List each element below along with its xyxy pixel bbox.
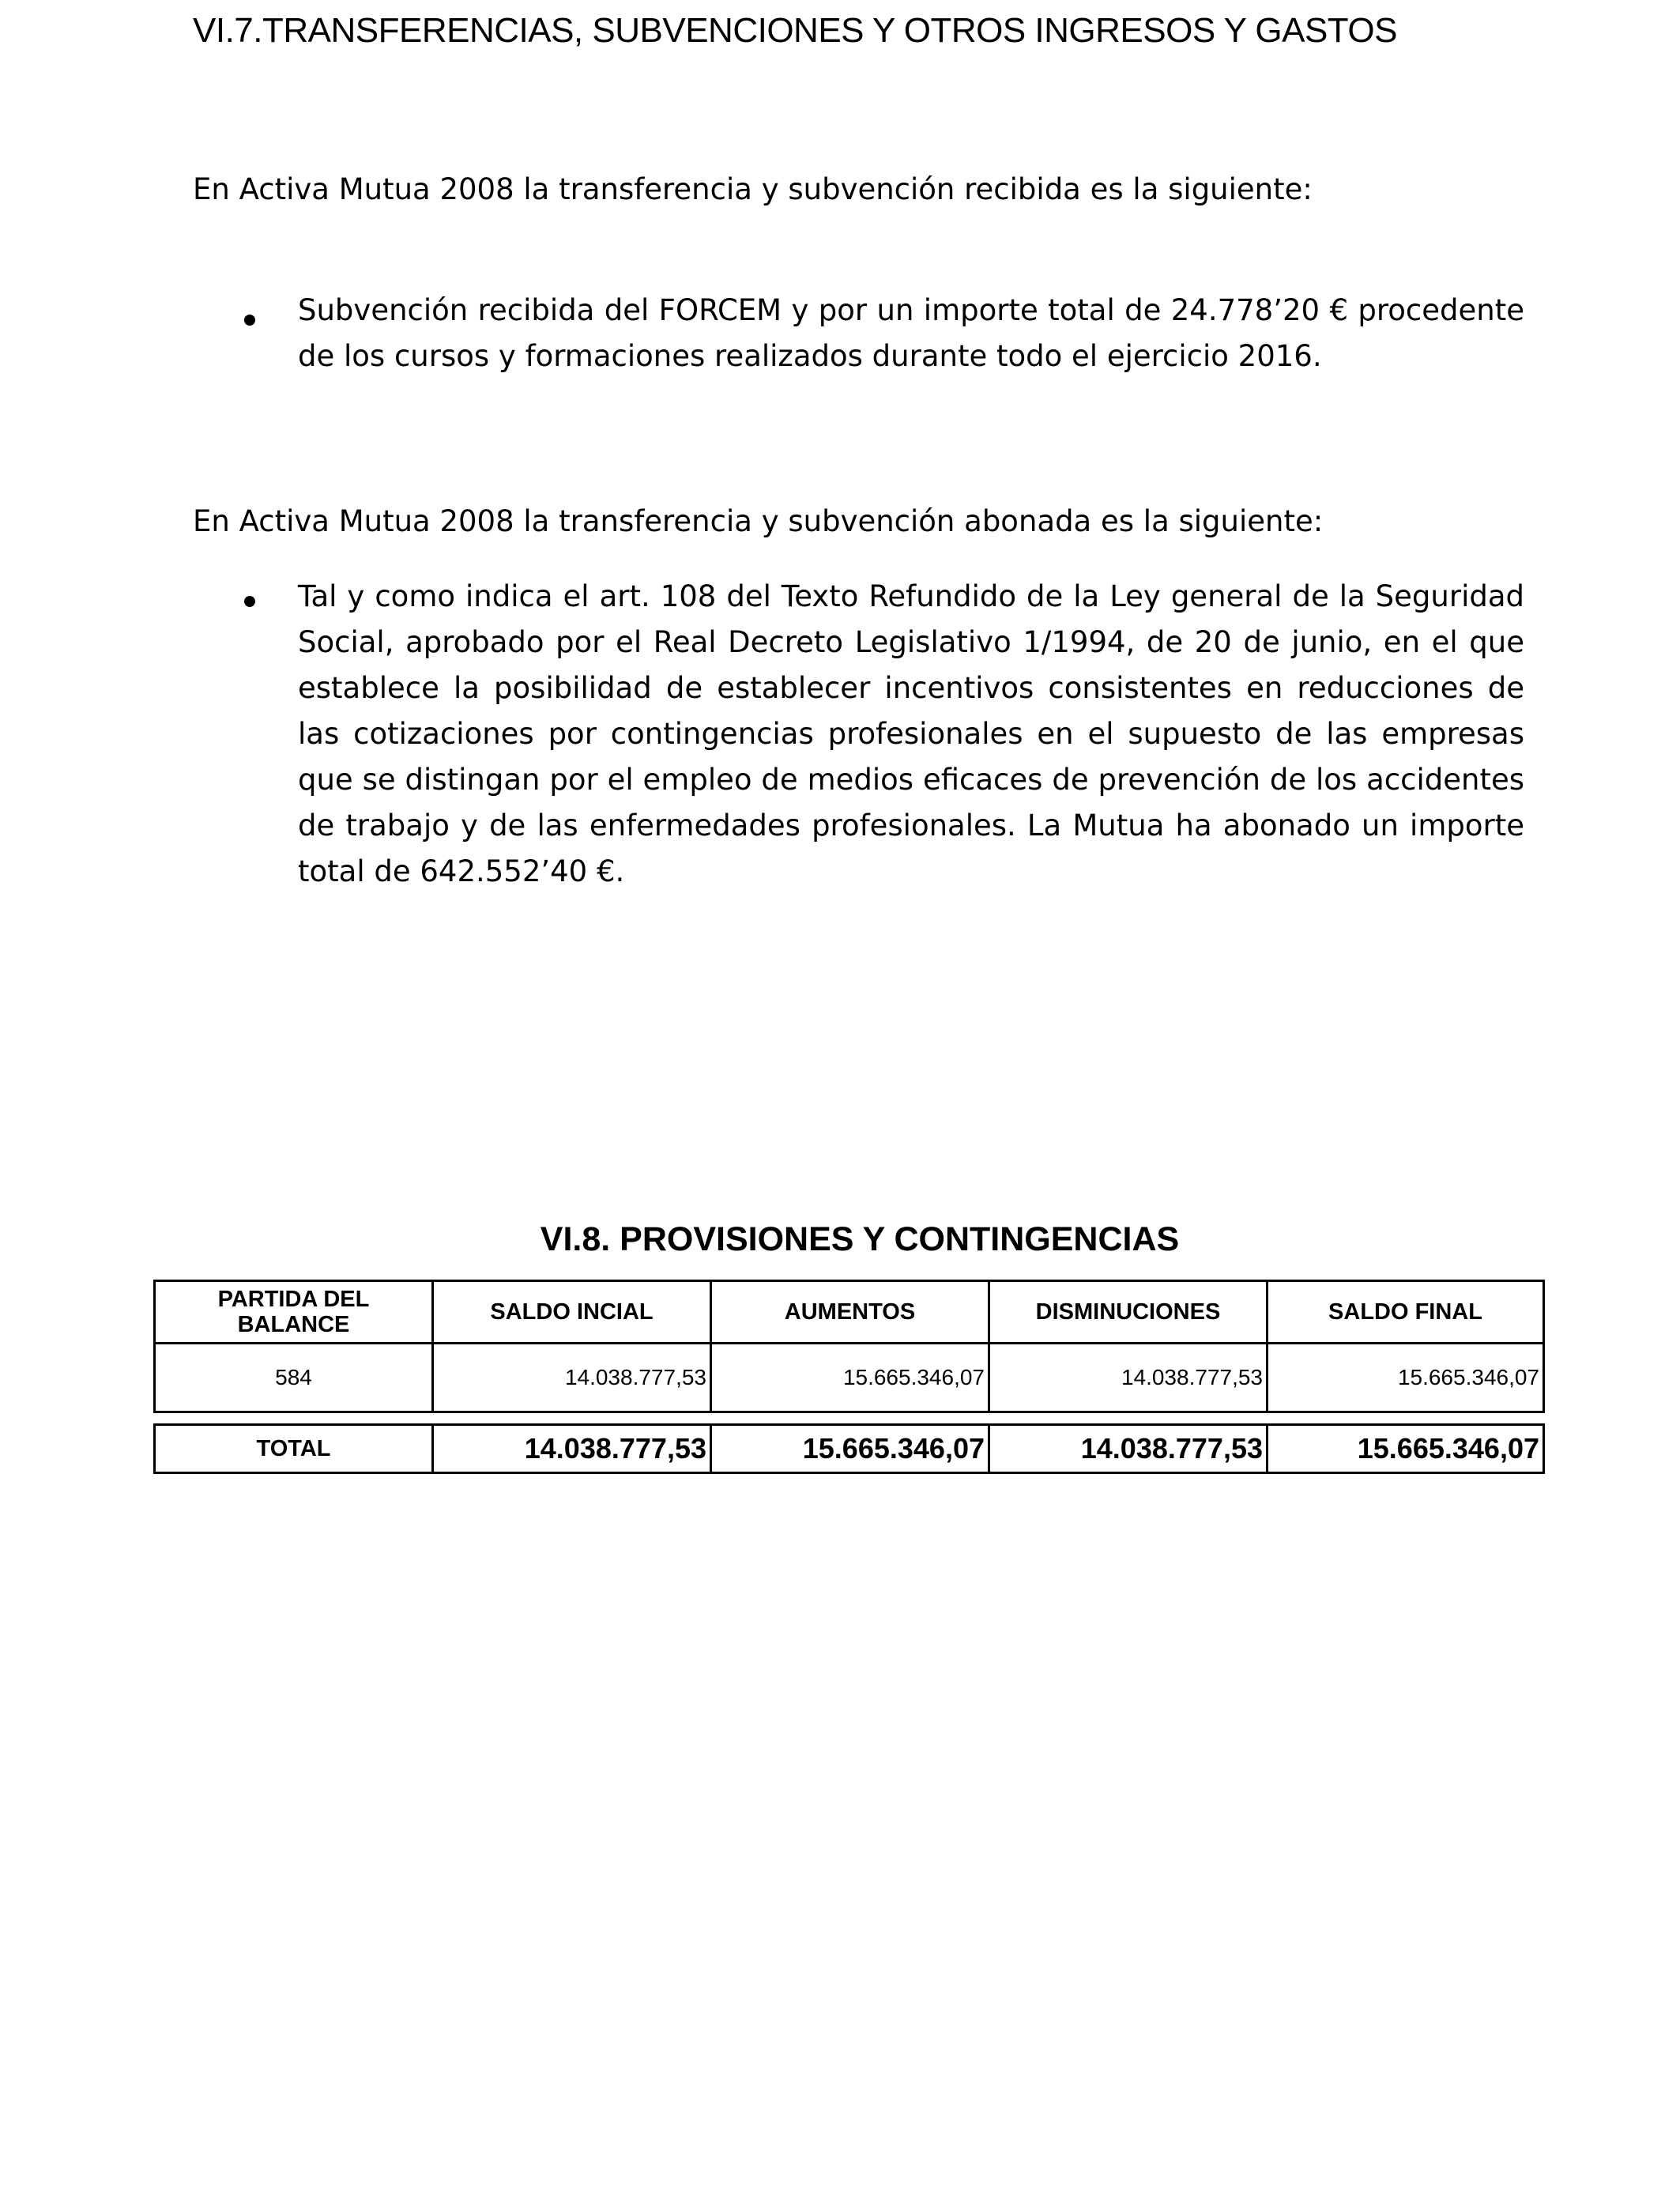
table-row [155,1344,1544,1412]
cell-saldo-final: 15.665.346,07 [1268,1344,1544,1412]
header-disminuciones: DISMINUCIONES [989,1281,1268,1344]
bullet-dot-icon [244,596,255,607]
total-aumentos: 15.665.346,07 [711,1425,989,1473]
header-aumentos: AUMENTOS [711,1281,989,1344]
bullet-paid-text: Tal y como indica el art. 108 del Texto Refundido de la Ley general de la Seguridad Social, aprobado por el Real Decreto Legislativo 1/1994, de 20 de junio, en el que establece la posibilidad de establecer incentivos consistentes en reducciones de las cotizaciones por contingencias profesionales en el supuesto de las empresas que se distingan por el empleo de medios eficaces de prevención de los accidentes de trabajo y de las enfermedades profesionales. La Mutua ha abonado un importe total de 642.552’40 €. [298,579,1524,888]
table-header-row [155,1281,1544,1344]
bullet-received-text: Subvención recibida del FORCEM y por un importe total de 24.778’20 € procedente de los cursos y formaciones realizados durante todo el ejercicio 2016. [298,293,1524,373]
section-title-provisiones: VI.8. PROVISIONES Y CONTINGENCIAS [540,1220,1180,1258]
total-saldo-inicial: 14.038.777,53 [433,1425,711,1473]
total-label: TOTAL [155,1425,433,1473]
cell-disminuciones: 14.038.777,53 [989,1344,1268,1412]
total-row [155,1425,1544,1473]
totals-table [153,1423,1545,1474]
header-saldo-final: SALDO FINAL [1268,1281,1544,1344]
intro-received-paragraph: En Activa Mutua 2008 la transferencia y subvención recibida es la siguiente: [193,172,1313,206]
cell-aumentos: 15.665.346,07 [711,1344,989,1412]
total-disminuciones: 14.038.777,53 [989,1425,1268,1473]
header-saldo-inicial: SALDO INCIAL [433,1281,711,1344]
cell-saldo-inicial: 14.038.777,53 [433,1344,711,1412]
header-partida: PARTIDA DEL BALANCE [155,1281,433,1344]
intro-paid-paragraph: En Activa Mutua 2008 la transferencia y subvención abonada es la siguiente: [193,504,1324,538]
bullet-dot-icon [244,315,255,326]
cell-partida: 584 [155,1344,433,1412]
provisions-table [153,1280,1545,1413]
section-title-transferencias: VI.7.TRANSFERENCIAS, SUBVENCIONES Y OTROS INGRESOS Y GASTOS [193,11,1397,50]
total-saldo-final: 15.665.346,07 [1268,1425,1544,1473]
